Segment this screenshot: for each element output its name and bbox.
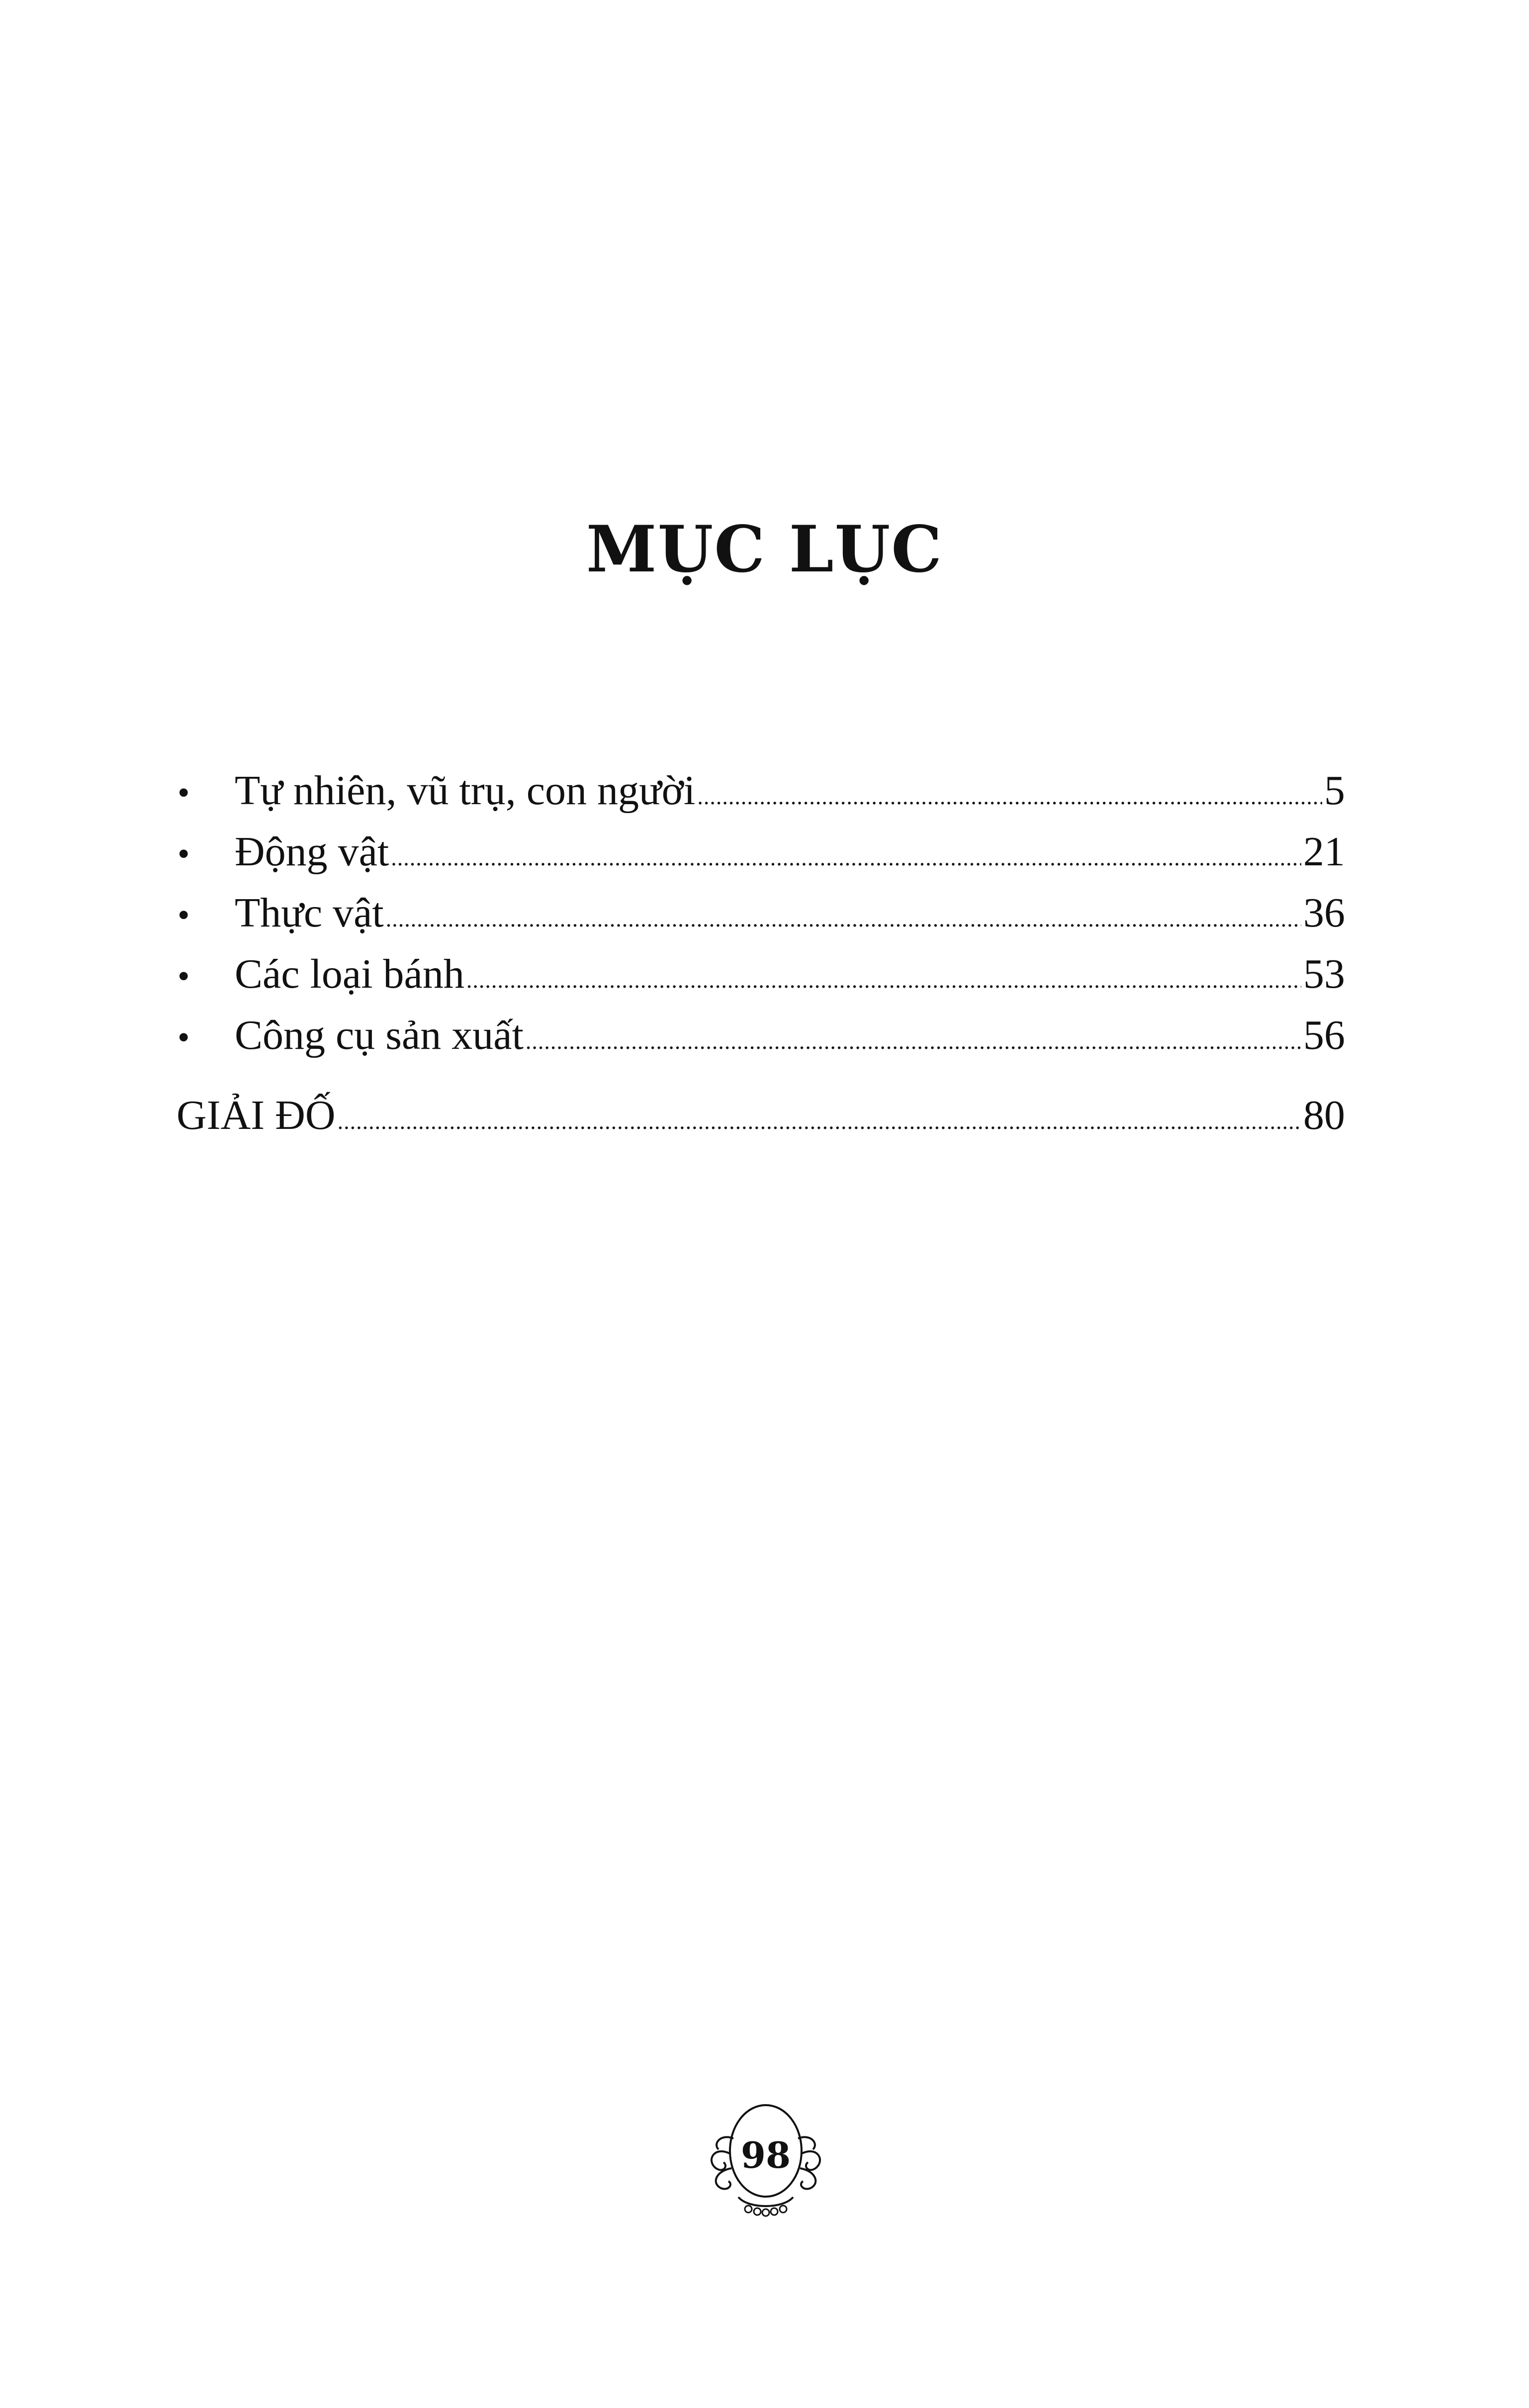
toc-entry[interactable] bbox=[177, 953, 1345, 1015]
toc-entry-page: 36 bbox=[1303, 890, 1345, 936]
toc-entry-label: Các loại bánh bbox=[235, 951, 464, 997]
toc-entry[interactable] bbox=[177, 831, 1345, 892]
toc-entry[interactable] bbox=[177, 767, 1345, 831]
toc-entry-page: 56 bbox=[1303, 1012, 1345, 1058]
toc-entry-label: Tự nhiên, vũ trụ, con người bbox=[235, 767, 696, 814]
toc-entry-label: Động vật bbox=[235, 829, 389, 875]
dot-leader bbox=[338, 1110, 1301, 1133]
toc-entry-page: 21 bbox=[1303, 829, 1345, 875]
toc-entry[interactable] bbox=[177, 892, 1345, 953]
toc-entry-label: GIẢI ĐỐ bbox=[177, 1092, 336, 1138]
bullet-icon: • bbox=[178, 957, 190, 996]
toc-entry-label: Công cụ sản xuất bbox=[235, 1012, 524, 1058]
toc-entry[interactable] bbox=[177, 1012, 1345, 1076]
bullet-icon: • bbox=[178, 774, 190, 812]
bullet-icon: • bbox=[178, 835, 190, 873]
table-of-contents bbox=[177, 767, 1345, 1156]
page-title: MỤC LỤC bbox=[586, 512, 943, 587]
dot-leader bbox=[697, 785, 1322, 808]
dot-leader bbox=[466, 969, 1301, 992]
dot-leader bbox=[526, 1030, 1301, 1053]
toc-entry-page: 80 bbox=[1303, 1092, 1345, 1138]
dot-leader bbox=[391, 846, 1301, 869]
dot-leader bbox=[386, 908, 1301, 930]
page-number: 98 bbox=[740, 2134, 791, 2176]
toc-entry-label: Thực vật bbox=[235, 890, 384, 936]
toc-entry-answers[interactable] bbox=[177, 1092, 1345, 1156]
bullet-icon: • bbox=[178, 1019, 190, 1057]
bullet-icon: • bbox=[178, 896, 190, 934]
toc-entry-page: 53 bbox=[1303, 951, 1345, 997]
toc-entry-page: 5 bbox=[1324, 767, 1345, 814]
